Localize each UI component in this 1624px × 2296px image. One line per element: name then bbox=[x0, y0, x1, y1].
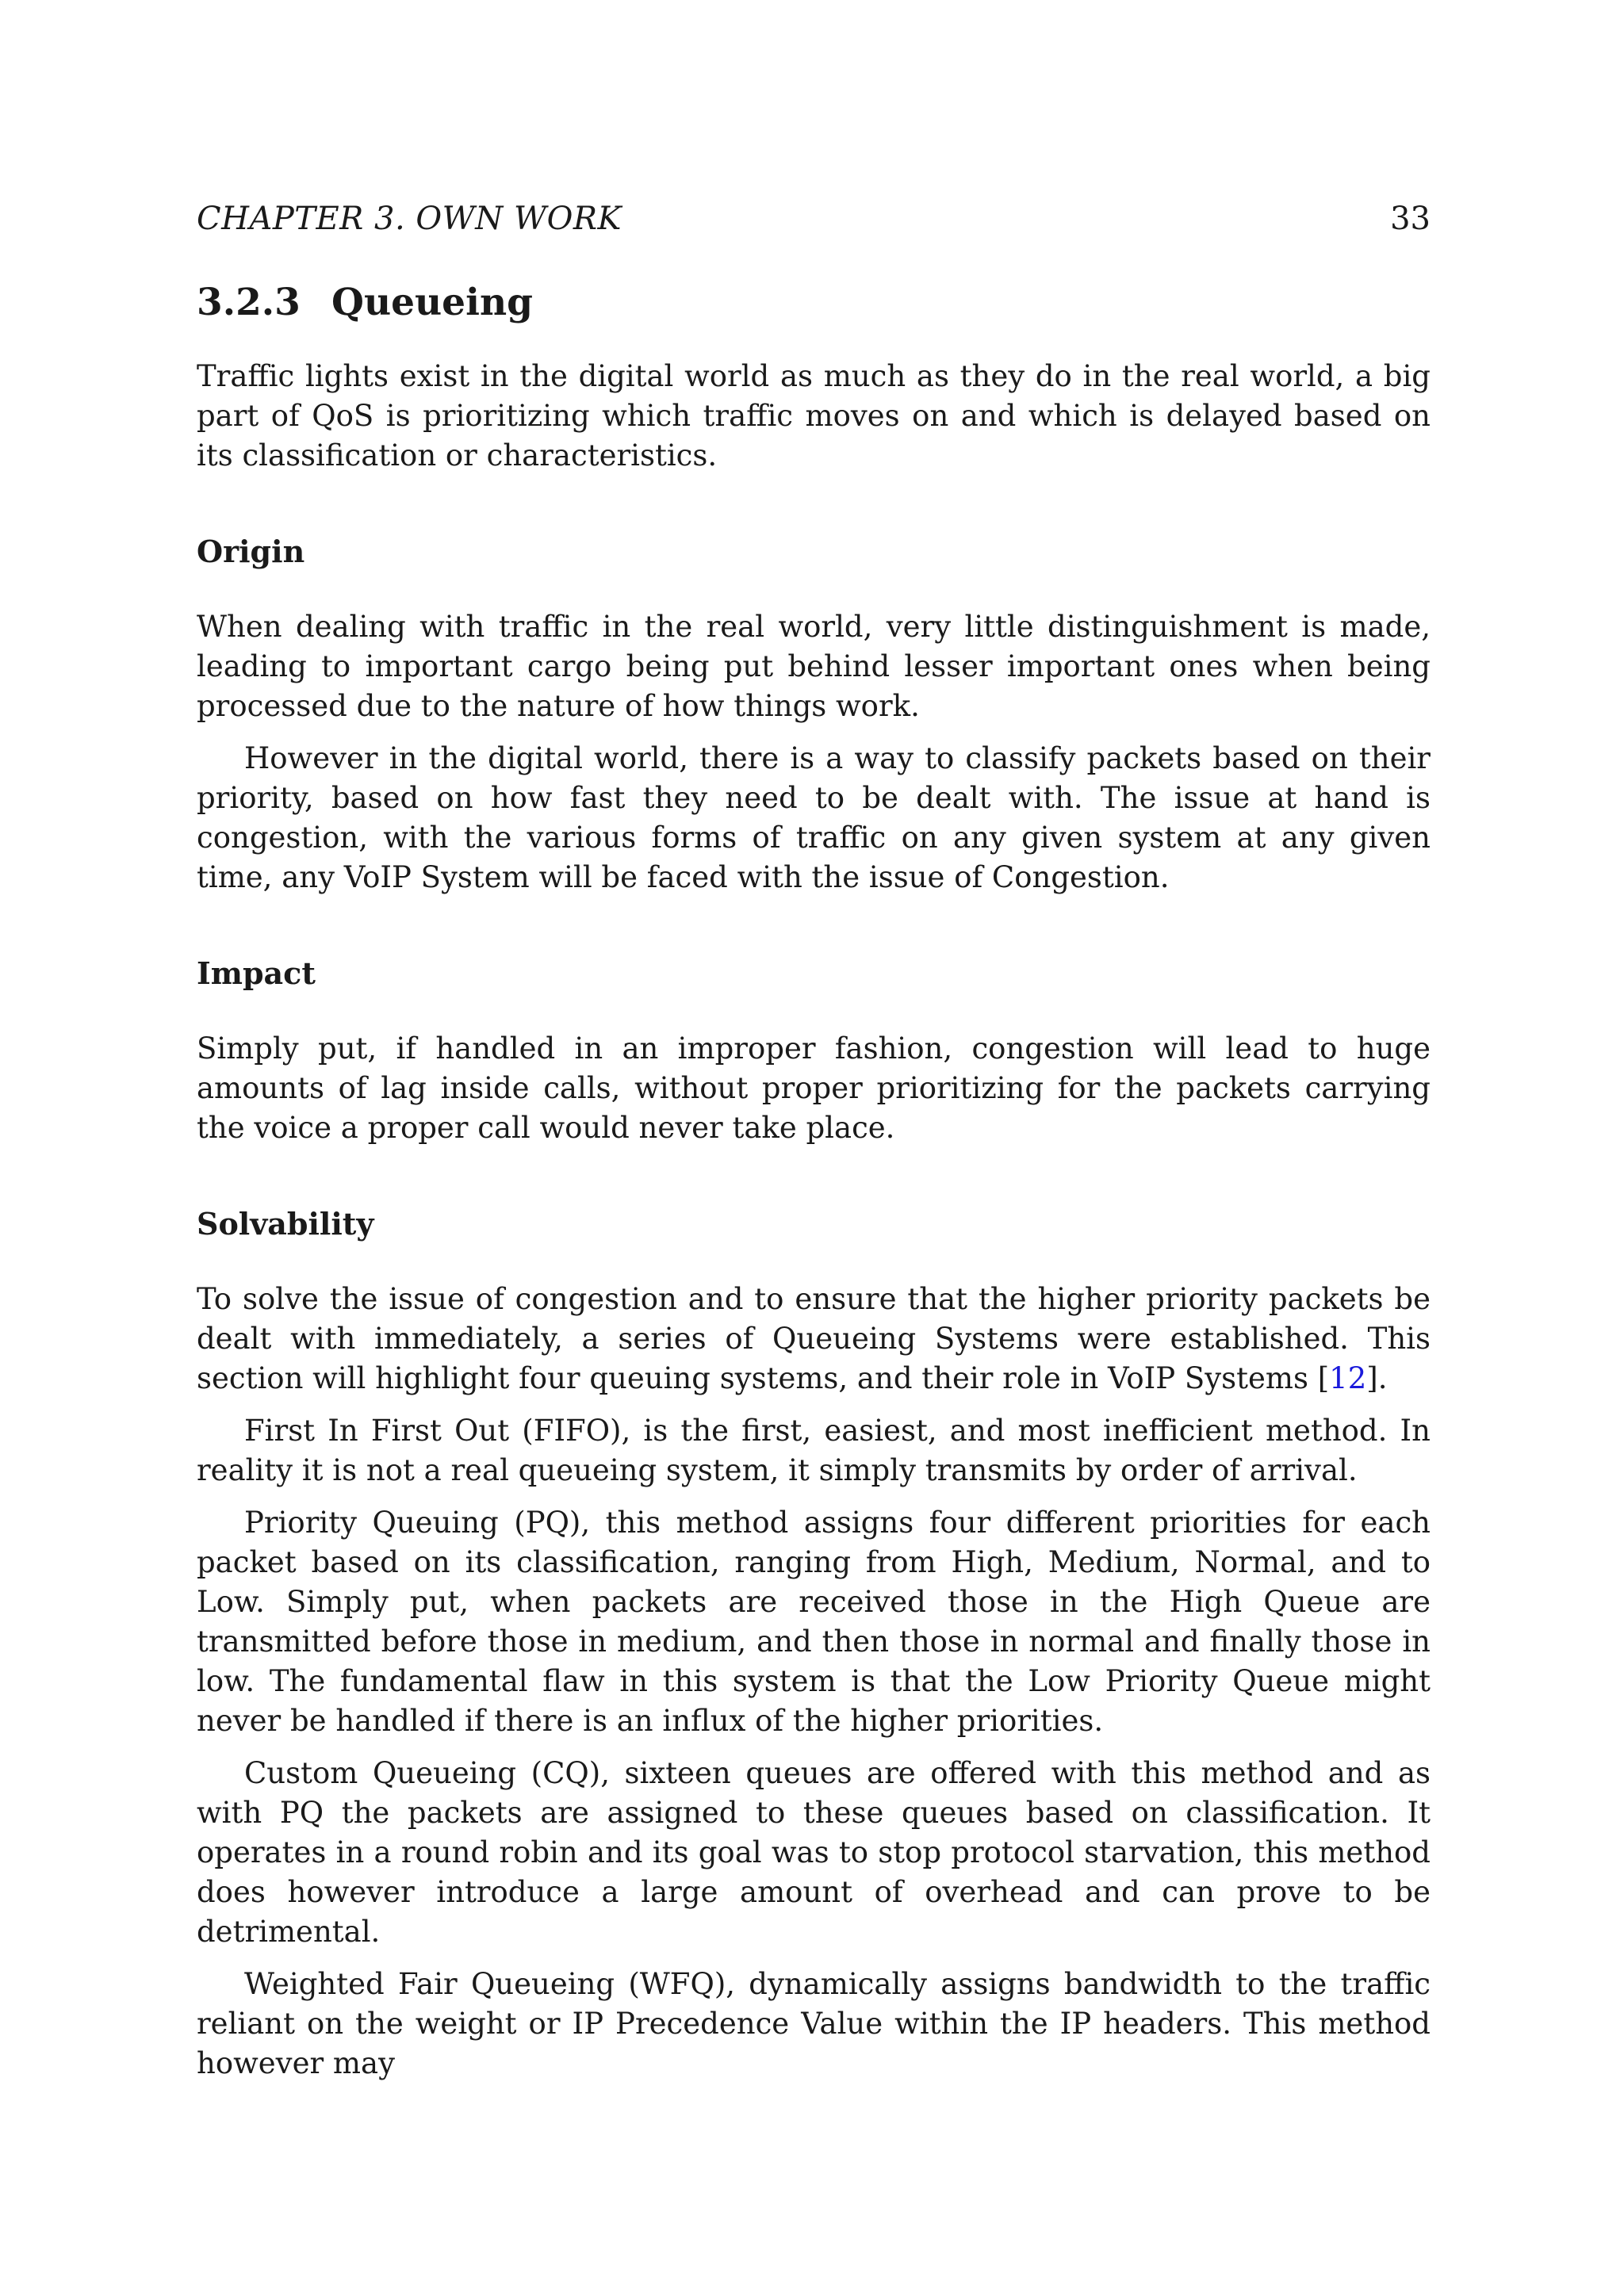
section-intro-paragraph: Traffic lights exist in the digital world as much as they do in the real world, a big part of QoS is prioritizing which traffic moves on and which is delayed based on its classification or characteristics. bbox=[197, 359, 1431, 473]
impact-paragraph-1: Simply put, if handled in an improper fashion, congestion will lead to huge amounts of lag inside calls, without proper prioritizing for the packets carrying the voice a proper call would never take place. bbox=[197, 1031, 1431, 1145]
section-heading bbox=[197, 277, 1431, 328]
page bbox=[197, 197, 1431, 2084]
cq-paragraph: Custom Queueing (CQ), sixteen queues are offered with this method and as with PQ the packets are assigned to these queues based on classification. It operates in a round robin and its goal was to stop protocol starvation, this method does however introduce a large amount of overhead and can prove to be detrimental. bbox=[197, 1756, 1431, 1949]
chapter-title: CHAPTER 3. OWN WORK bbox=[197, 201, 622, 237]
page-number: 33 bbox=[1390, 201, 1431, 237]
fifo-paragraph: First In First Out (FIFO), is the first, easiest, and most inefficient method. In reality it is not a real queueing system, it simply transmits by order of arrival. bbox=[197, 1414, 1431, 1487]
running-header bbox=[197, 197, 1431, 241]
subheading-impact: Impact bbox=[197, 955, 316, 991]
section-title: Queueing bbox=[331, 281, 533, 324]
citation-link[interactable]: 12 bbox=[1329, 1361, 1367, 1395]
subheading-origin: Origin bbox=[197, 534, 305, 569]
solvability-paragraph-1-end: ]. bbox=[1366, 1361, 1388, 1395]
origin-paragraph-1: When dealing with traffic in the real world, very little distinguishment is made, leading to important cargo being put behind lesser important ones when being processed due to the nature of how things work. bbox=[197, 610, 1431, 723]
origin-paragraph-2: However in the digital world, there is a way to classify packets based on their priority, based on how fast they need to be dealt with. The issue at hand is congestion, with the various forms of traffic on any given system at any given time, any VoIP System will be faced with the issue of Congestion. bbox=[197, 741, 1431, 894]
pq-paragraph: Priority Queuing (PQ), this method assigns four different priorities for each packet based on its classification, ranging from High, Medium, Normal, and to Low. Simply put, when packets are received those in the High Queue are transmitted before those in medium, and then those in normal and finally those in low. The fundamental flaw in this system is that the Low Priority Queue might never be handled if there is an influx of the higher priorities. bbox=[197, 1506, 1431, 1738]
solvability-paragraph-1-text: To solve the issue of congestion and to ensure that the higher priority packets be dealt with immediately, a series of Queueing Systems were established. This section will highlight four queuing systems, and their role in VoIP Systems [ bbox=[197, 1282, 1431, 1395]
subheading-solvability: Solvability bbox=[197, 1206, 374, 1242]
solvability-paragraph-1 bbox=[197, 1280, 1431, 1399]
wfq-paragraph: Weighted Fair Queueing (WFQ), dynamically assigns bandwidth to the traffic reliant on the weight or IP Precedence Value within the IP headers. This method however may bbox=[197, 1967, 1431, 2080]
section-number: 3.2.3 bbox=[197, 281, 301, 324]
